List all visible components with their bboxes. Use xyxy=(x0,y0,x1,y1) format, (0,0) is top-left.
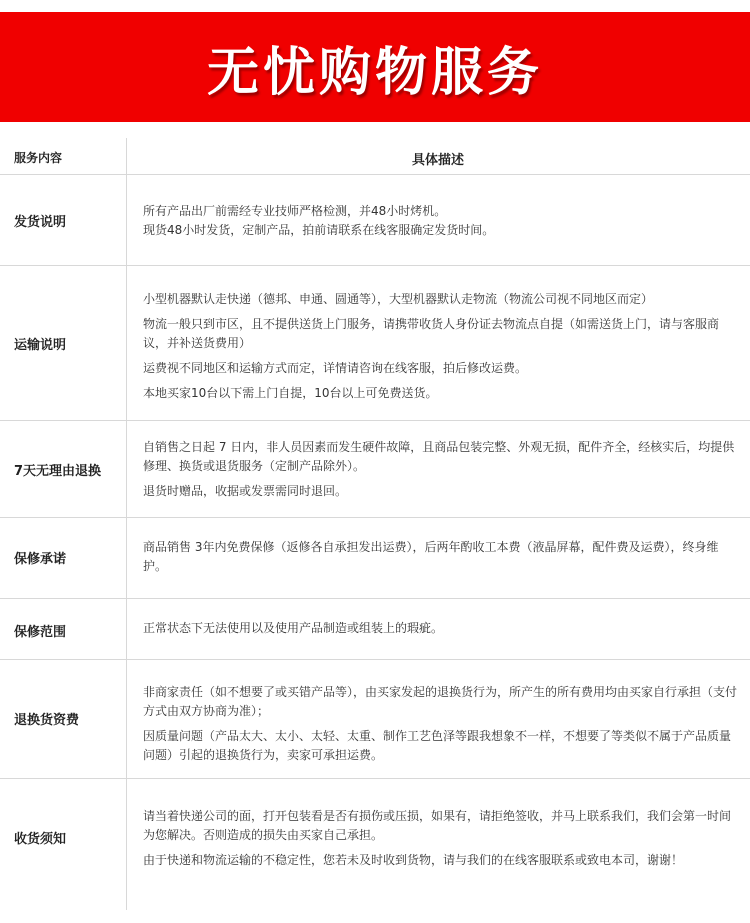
row-description xyxy=(143,538,738,582)
description-text: 由于快递和物流运输的不稳定性，您若未及时收到货物，请与我们的在线客服联系或致电本司，谢谢！ xyxy=(143,853,684,867)
table-row-return-7days xyxy=(0,421,750,517)
row-description xyxy=(143,683,738,771)
page-title: 无忧购物服务 xyxy=(206,42,543,103)
table-row-receiving xyxy=(0,779,750,899)
row-description xyxy=(143,807,738,876)
table-header xyxy=(0,138,750,174)
description-text: 物流一般只到市区，且不提供送货上门服务，请携带收货人身份证去物流点自提（如需送货上门，请与客服商议，并补送货费用） xyxy=(143,317,720,350)
description-text: 正常状态下无法使用以及使用产品制造或组装上的瑕疵。 xyxy=(143,621,444,635)
description-text: 请当着快递公司的面，打开包装看是否有损伤或压损，如果有，请拒绝签收，并马上联系我们，我们会第一时间为您解决。否则造成的损失由买家自己承担。 xyxy=(143,809,732,842)
row-description xyxy=(143,202,738,246)
description-text: 运费视不同地区和运输方式而定，详情请咨询在线客服，拍后修改运费。 xyxy=(143,361,528,375)
table-row-transport xyxy=(0,266,750,420)
row-label: 收货须知 xyxy=(14,832,67,847)
row-label: 退换货资费 xyxy=(14,713,80,728)
description-text: 因质量问题（产品太大、太小、太轻、太重、制作工艺色泽等跟我想象不一样，不想要了等类似不属于产品质量问题）引起的退换货行为，卖家可承担运费。 xyxy=(143,729,732,762)
table-row-warranty-scope xyxy=(0,599,750,659)
description-text: 所有产品出厂前需经专业技师严格检测，并48小时烤机。 现货48小时发货，定制产品，拍前请联系在线客服确定发货时间。 xyxy=(143,204,495,237)
row-description xyxy=(143,438,738,507)
row-label: 保修范围 xyxy=(14,625,67,640)
description-text: 退货时赠品，收据或发票需同时退回。 xyxy=(143,484,348,498)
row-label: 运输说明 xyxy=(14,338,67,353)
row-description xyxy=(143,290,738,409)
row-label: 保修承诺 xyxy=(14,552,67,567)
description-text: 商品销售 3年内免费保修（返修各自承担发出运费），后两年酌收工本费（液晶屏幕，配件费及运费），终身维护。 xyxy=(143,540,719,573)
table-row-warranty xyxy=(0,518,750,598)
header-description: 具体描述 xyxy=(411,153,464,168)
description-text: 本地买家10台以下需上门自提，10台以上可免费送货。 xyxy=(143,386,438,400)
page-banner xyxy=(0,12,750,122)
row-label: 发货说明 xyxy=(14,215,67,230)
description-text: 自销售之日起 7 日内，非人员因素而发生硬件故障，且商品包装完整、外观无损，配件齐全，经核实后，均提供修理、换货或退货服务（定制产品除外）。 xyxy=(143,440,735,473)
row-label: 7天无理由退换 xyxy=(14,464,102,479)
row-description xyxy=(143,619,738,644)
table-row-shipping xyxy=(0,175,750,265)
description-text: 非商家责任（如不想要了或买错产品等），由买家发起的退换货行为，所产生的所有费用均由买家自行承担（支付方式由双方协商为准）； xyxy=(143,685,738,718)
description-text: 小型机器默认走快递（德邦、申通、圆通等），大型机器默认走物流（物流公司视不同地区而定） xyxy=(143,292,654,306)
table-row-return-fees xyxy=(0,660,750,778)
header-service-content: 服务内容 xyxy=(14,151,63,165)
